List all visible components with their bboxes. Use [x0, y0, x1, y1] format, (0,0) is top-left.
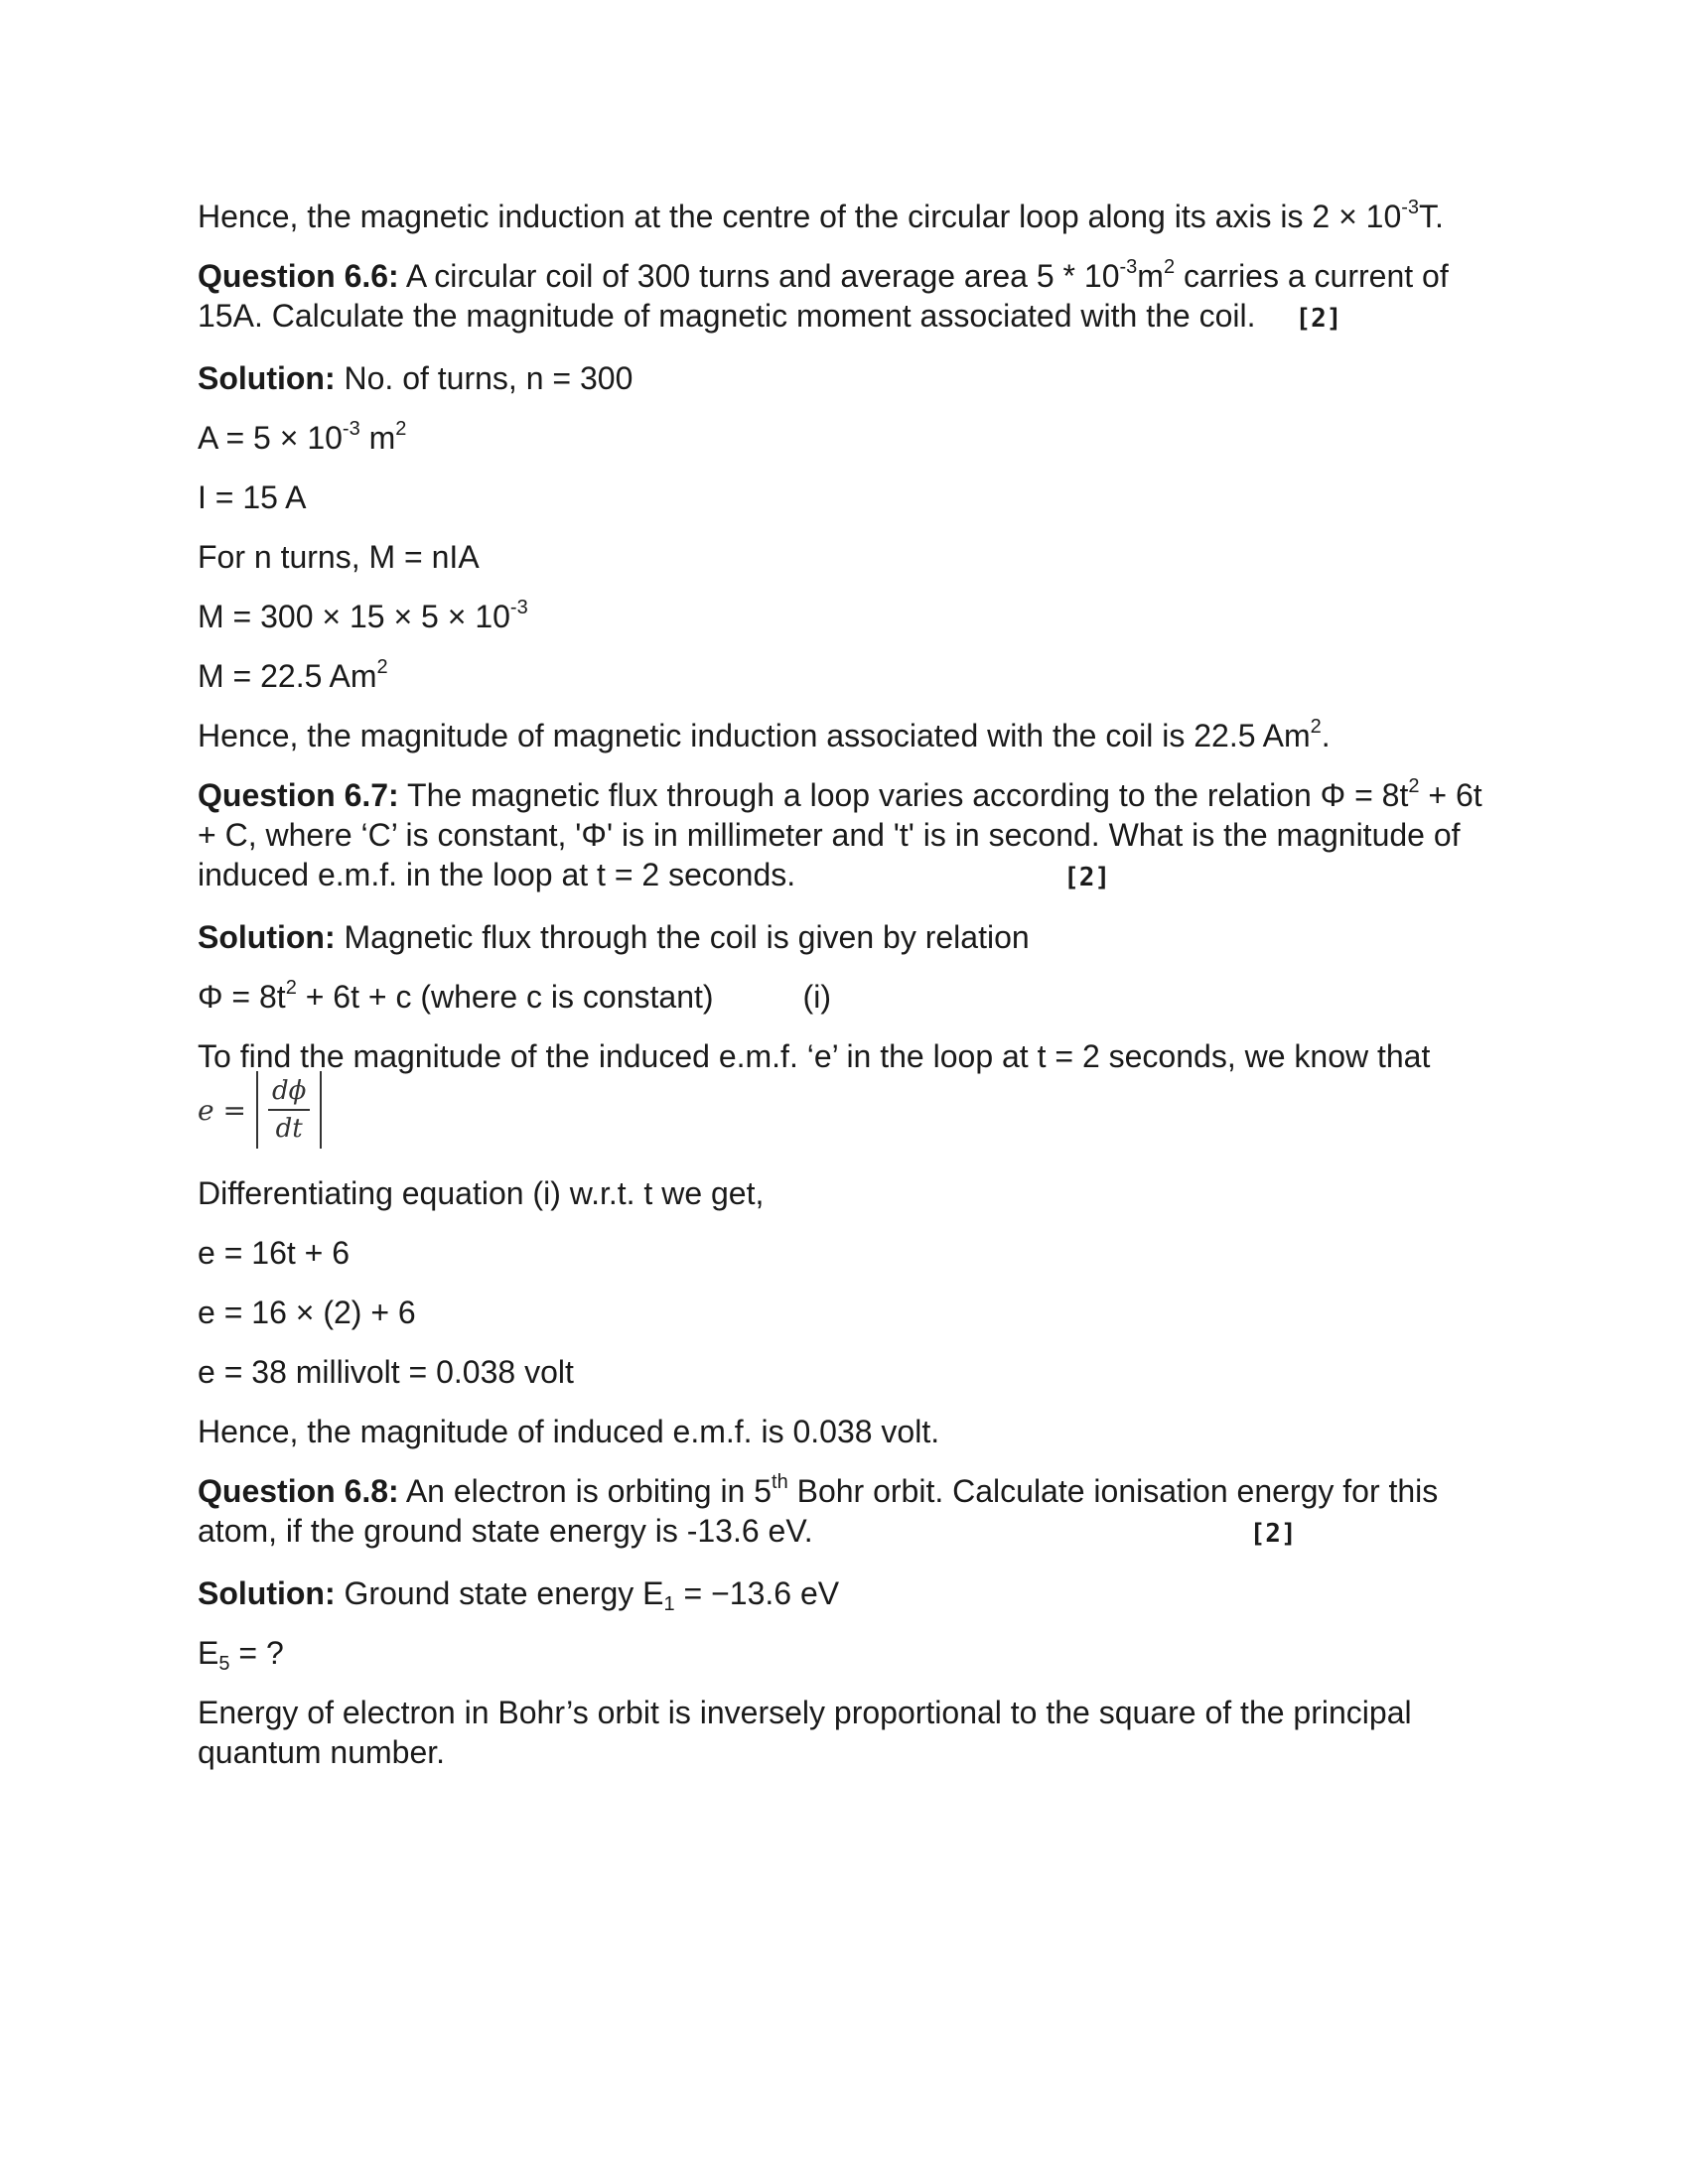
absolute-value — [256, 1071, 322, 1149]
solution-line: $M = 300 \times 15 \times 5 \times 10^{-3}$ — [198, 597, 528, 634]
solution-line: e = 16 × (2) + 6 — [198, 1295, 416, 1330]
question-6-6: Question 6.6: A circular coil of 300 turns and average area $5 * 10^{-3}m^2$ carries a current of 15A. Calculate the magnitude of magnetic moment associated with the coil. [2] — [198, 256, 1449, 334]
solution-line: e = 38 millivolt = 0.038 volt — [198, 1354, 574, 1390]
marks-badge: [2] — [1249, 1519, 1297, 1549]
marks-badge: [2] — [1063, 863, 1111, 892]
solution-label: Solution: — [198, 1575, 336, 1611]
solution-line: $E_5$ = ? — [198, 1635, 284, 1675]
question-6-7: Question 6.7: The magnetic flux through a loop varies according to the relation $\Phi = 8t^2 + 6t + C$, where ‘C’ is constant, 'Φ' is in millimeter and 't' is in second. What is the magnitude of induced e.m.f. in the loop at t = 2 seconds. [2] — [198, 775, 1482, 892]
solution-6-7: Solution: Magnetic flux through the coil is given by relation — [198, 919, 1030, 955]
document-content — [198, 197, 1493, 1792]
question-label: Question 6.6: — [198, 258, 399, 294]
solution-line: Energy of electron in Bohr’s orbit is inversely proportional to the square of the principal quantum number. — [198, 1695, 1412, 1770]
solution-line: $A = 5 \times 10^{-3}$ $m^2$ — [198, 418, 407, 456]
solution-line: For n turns, M = nIA — [198, 539, 480, 575]
solution-conclusion: Hence, the magnitude of magnetic induction associated with the coil is 22.5 Am$^2$. — [198, 716, 1331, 753]
emf-formula: e = $\frac{d\phi}{dt}$ — [198, 1070, 1493, 1150]
solution-line: e = 16t + 6 — [198, 1235, 351, 1271]
question-label: Question 6.8: — [198, 1473, 399, 1509]
solution-label: Solution: — [198, 919, 336, 955]
flux-equation: $\Phi = 8t^2 + 6t + c$ (where c is constant) (i) — [198, 977, 831, 1015]
question-label: Question 6.7: — [198, 777, 399, 813]
solution-line: To find the magnitude of the induced e.m.f. ‘e’ in the loop at t = 2 seconds, we know that — [198, 1038, 1431, 1074]
solution-conclusion: Hence, the magnitude of induced e.m.f. is 0.038 volt. — [198, 1414, 940, 1449]
equation-tag: (i) — [802, 979, 831, 1015]
solution-label: Solution: — [198, 360, 336, 396]
solution-6-6: Solution: No. of turns, n = 300 — [198, 360, 633, 396]
solution-6-8: Solution: Ground state energy $E_1 = -13.6$ eV — [198, 1575, 840, 1615]
fraction: $\frac{d\phi}{dt}$ — [268, 1075, 310, 1145]
solution-line: I = 15 A — [198, 479, 307, 515]
solution-line: Differentiating equation (i) w.r.t. t we get, — [198, 1175, 765, 1211]
solution-line: M = 22.5 Am$^2$ — [198, 656, 388, 694]
marks-badge: [2] — [1295, 304, 1342, 334]
intro-conclusion: Hence, the magnetic induction at the centre of the circular loop along its axis is $2 \times 10^{-3}T$. — [198, 197, 1444, 234]
question-6-8: Question 6.8: An electron is orbiting in 5th Bohr orbit. Calculate ionisation energy for this atom, if the ground state energy is -13.6 eV. [2] — [198, 1471, 1439, 1549]
